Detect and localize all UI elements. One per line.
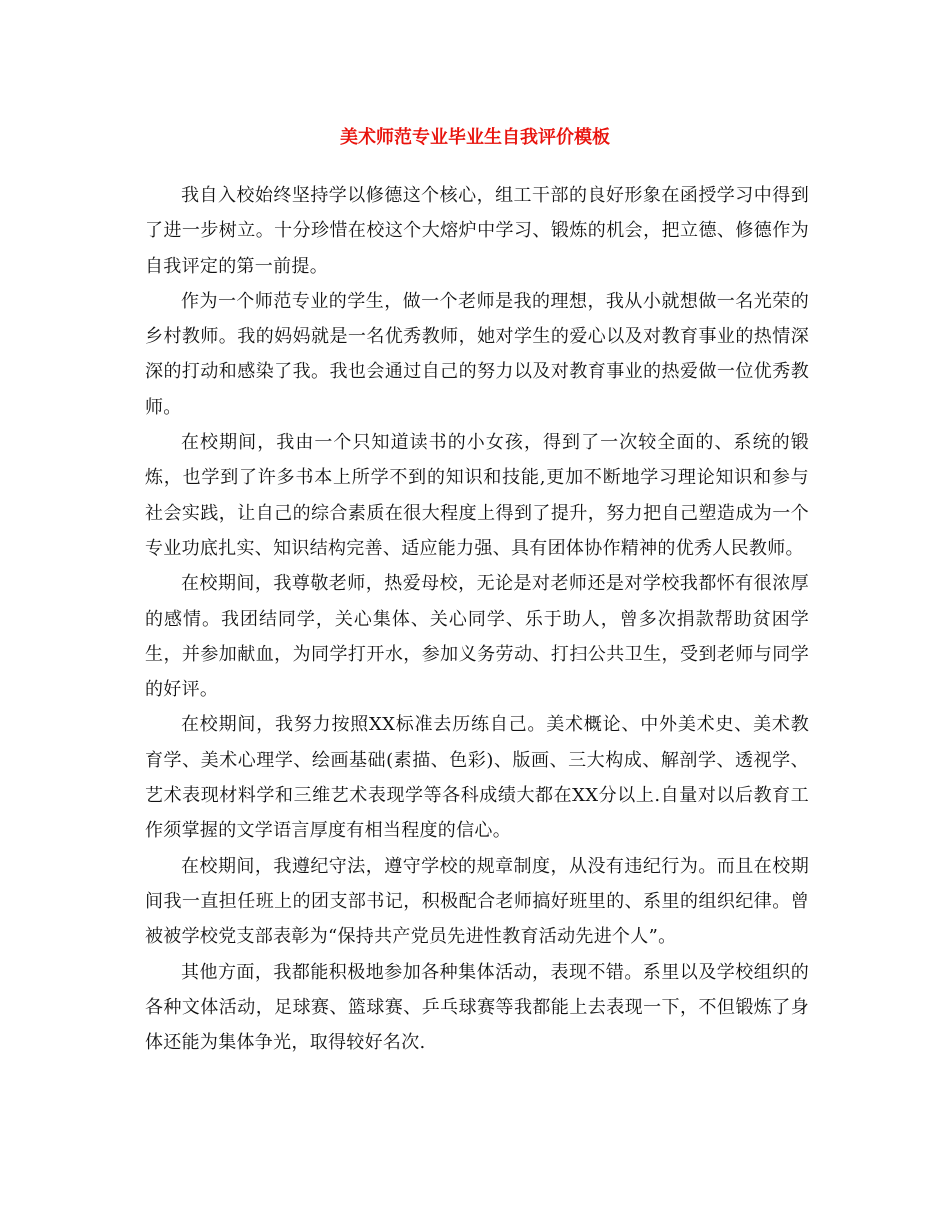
paragraph-4: 在校期间，我尊敬老师，热爱母校，无论是对老师还是对学校我都怀有很浓厚的感情。我团结同学，关心集体、关心同学、乐于助人，曾多次捐款帮助贫困学生，并参加献血，为同学打开水，参加义务劳动、打扫公共卫生，受到老师与同学的好评。 — [145, 573, 809, 701]
paragraph-1: 我自入校始终坚持学以修德这个核心，组工干部的良好形象在函授学习中得到了进一步树立。十分珍惜在校这个大熔炉中学习、锻炼的机会，把立德、修德作为自我评定的第一前提。 — [145, 185, 809, 277]
paragraph-7: 其他方面，我都能积极地参加各种集体活动，表现不错。系里以及学校组织的各种文体活动，足球赛、篮球赛、乒乓球赛等我都能上去表现一下，不但锻炼了身体还能为集体争光，取得较好名次. — [145, 961, 809, 1054]
paragraph-2: 作为一个师范专业的学生，做一个老师是我的理想，我从小就想做一名光荣的乡村教师。我的妈妈就是一名优秀教师，她对学生的爱心以及对教育事业的热情深深的打动和感染了我。我也会通过自己的努力以及对教育事业的热爱做一位优秀教师。 — [145, 290, 809, 418]
document-title: 美术师范专业毕业生自我评价模板 — [340, 127, 610, 148]
paragraph-6: 在校期间，我遵纪守法，遵守学校的规章制度，从没有违纪行为。而且在校期间我一直担任班上的团支部书记，积极配合老师搞好班里的、系里的组织纪律。曾被被学校党支部表彰为“保持共产党员先进性教育活动先进个人”。 — [145, 855, 809, 948]
paragraph-3: 在校期间，我由一个只知道读书的小女孩，得到了一次较全面的、系统的锻炼，也学到了许多书本上所学不到的知识和技能,更加不断地学习理论知识和参与社会实践，让自己的综合素质在很大程度上得到了提升，努力把自己塑造成为一个专业功底扎实、知识结构完善、适应能力强、具有团体协作精神的优秀人民教师。 — [145, 432, 809, 559]
document-body — [145, 178, 809, 1060]
paragraph-5: 在校期间，我努力按照XX标准去历练自己。美术概论、中外美术史、美术教育学、美术心理学、绘画基础(素描、色彩)、版画、三大构成、解剖学、透视学、艺术表现材料学和三维艺术表现学等各科成绩大都在XX分以上.自量对以后教育工作须掌握的文学语言厚度有相当程度的信心。 — [145, 714, 809, 842]
